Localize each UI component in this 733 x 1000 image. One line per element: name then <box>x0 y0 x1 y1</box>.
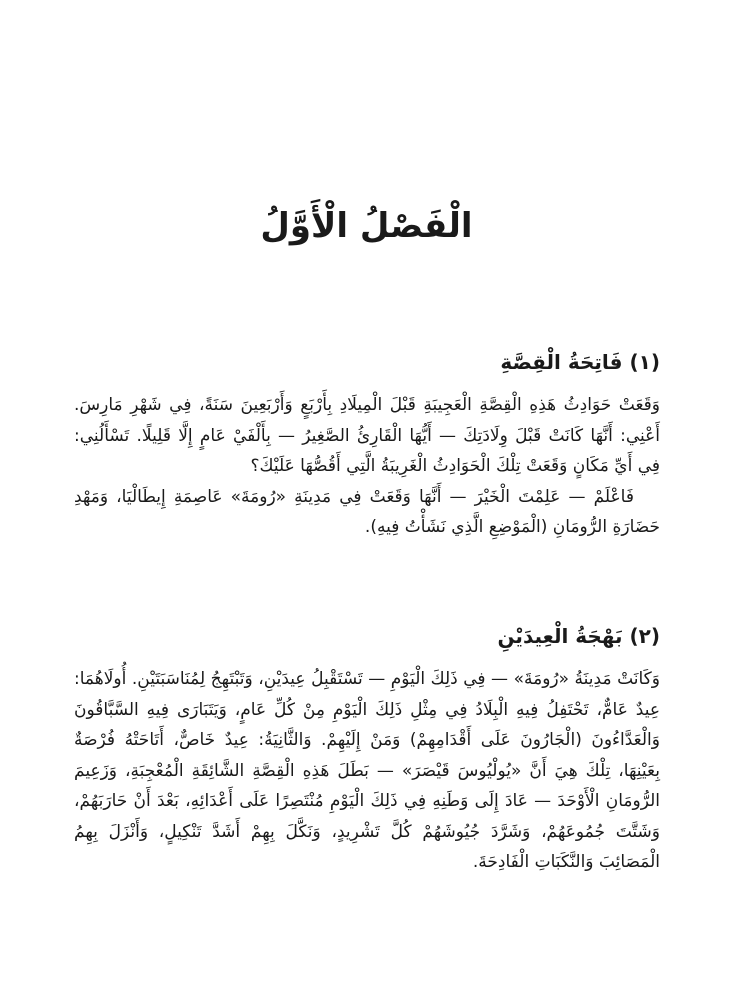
section-story-opening <box>74 344 660 543</box>
chapter-title: الْفَصْلُ الْأَوَّلُ <box>260 206 473 246</box>
section-heading: (٢) بَهْجَةُ الْعِيدَيْنِ <box>497 624 660 648</box>
paragraph: فَاعْلَمْ — عَلِمْتَ الْخَيْرَ — أَنَّهَا وَقَعَتْ فِي مَدِينَةِ «رُومَةَ» عَاصِمَةِ إِيطَالْيَا، وَمَهْدِ حَضَارَةِ الرُّومَانِ (الْمَوْضِعِ الَّذِي نَشَأْتُ فِيهِ). <box>74 486 660 537</box>
section-heading: (١) فَاتِحَةُ الْقِصَّةِ <box>500 350 660 374</box>
paragraph: وَقَعَتْ حَوَادِثُ هَذِهِ الْقِصَّةِ الْعَجِيبَةِ قَبْلَ الْمِيلَادِ بِأَرْبَعٍ وَأَرْبَعِينَ سَنَةً، فِي شَهْرِ مَارِسَ. أَعْنِي: أَنَّهَا كَانَتْ قَبْلَ وِلَادَتِكَ — أَيُّهَا الْقَارِئُ الصَّغِيرُ — بِأَلْفَيْ عَامٍ إِلَّا قَلِيلًا. تَسْأَلُنِي: فِي أَيِّ مَكَانٍ وَقَعَتْ تِلْكَ الْحَوَادِثُ الْغَرِيبَةُ الَّتِي أَقُصُّهَا عَلَيْكَ؟ <box>74 395 660 476</box>
section-two-feasts <box>74 618 660 878</box>
paragraph: وَكَانَتْ مَدِينَةُ «رُومَةَ» — فِي ذَلِكَ الْيَوْمِ — تَسْتَقْبِلُ عِيدَيْنِ، وَتَبْتَهِجُ لِمُنَاسَبَتَيْنِ. أُولَاهُمَا: عِيدٌ عَامٌّ، تَحْتَفِلُ فِيهِ الْبِلَادُ فِي مِثْلِ ذَلِكَ الْيَوْمِ مِنْ كُلِّ عَامٍ، وَيَتَبَارَى فِيهِ السَّبَّاقُونَ وَالْعَدَّاءُونَ (الْجَارُونَ عَلَى أَقْدَامِهِمْ) وَمَنْ إِلَيْهِمْ. وَالثَّانِيَةُ: عِيدٌ خَاصٌّ، أَتَاحَتْهُ فُرْصَةٌ بِعَيْنِهَا، تِلْكَ هِيَ أَنَّ «يُولْيُوسَ قَيْصَرَ» — بَطَلَ هَذِهِ الْقِصَّةِ الشَّائِقَةِ الْمُعْجِبَةِ، وَزَعِيمَ الرُّومَانِ الْأَوْحَدَ — عَادَ إِلَى وَطَنِهِ فِي ذَلِكَ الْيَوْمِ مُنْتَصِرًا عَلَى أَعْدَائِهِ، بَعْدَ أَنْ حَارَبَهُمْ، وَشَتَّتَ جُمُوعَهُمْ، وَشَرَّدَ جُيُوشَهُمْ كُلَّ تَشْرِيدٍ، وَنَكَّلَ بِهِمْ أَشَدَّ تَنْكِيلٍ، وَأَنْزَلَ بِهِمُ الْمَصَائِبَ وَالنَّكَبَاتِ الْفَادِحَةَ. <box>74 669 660 872</box>
